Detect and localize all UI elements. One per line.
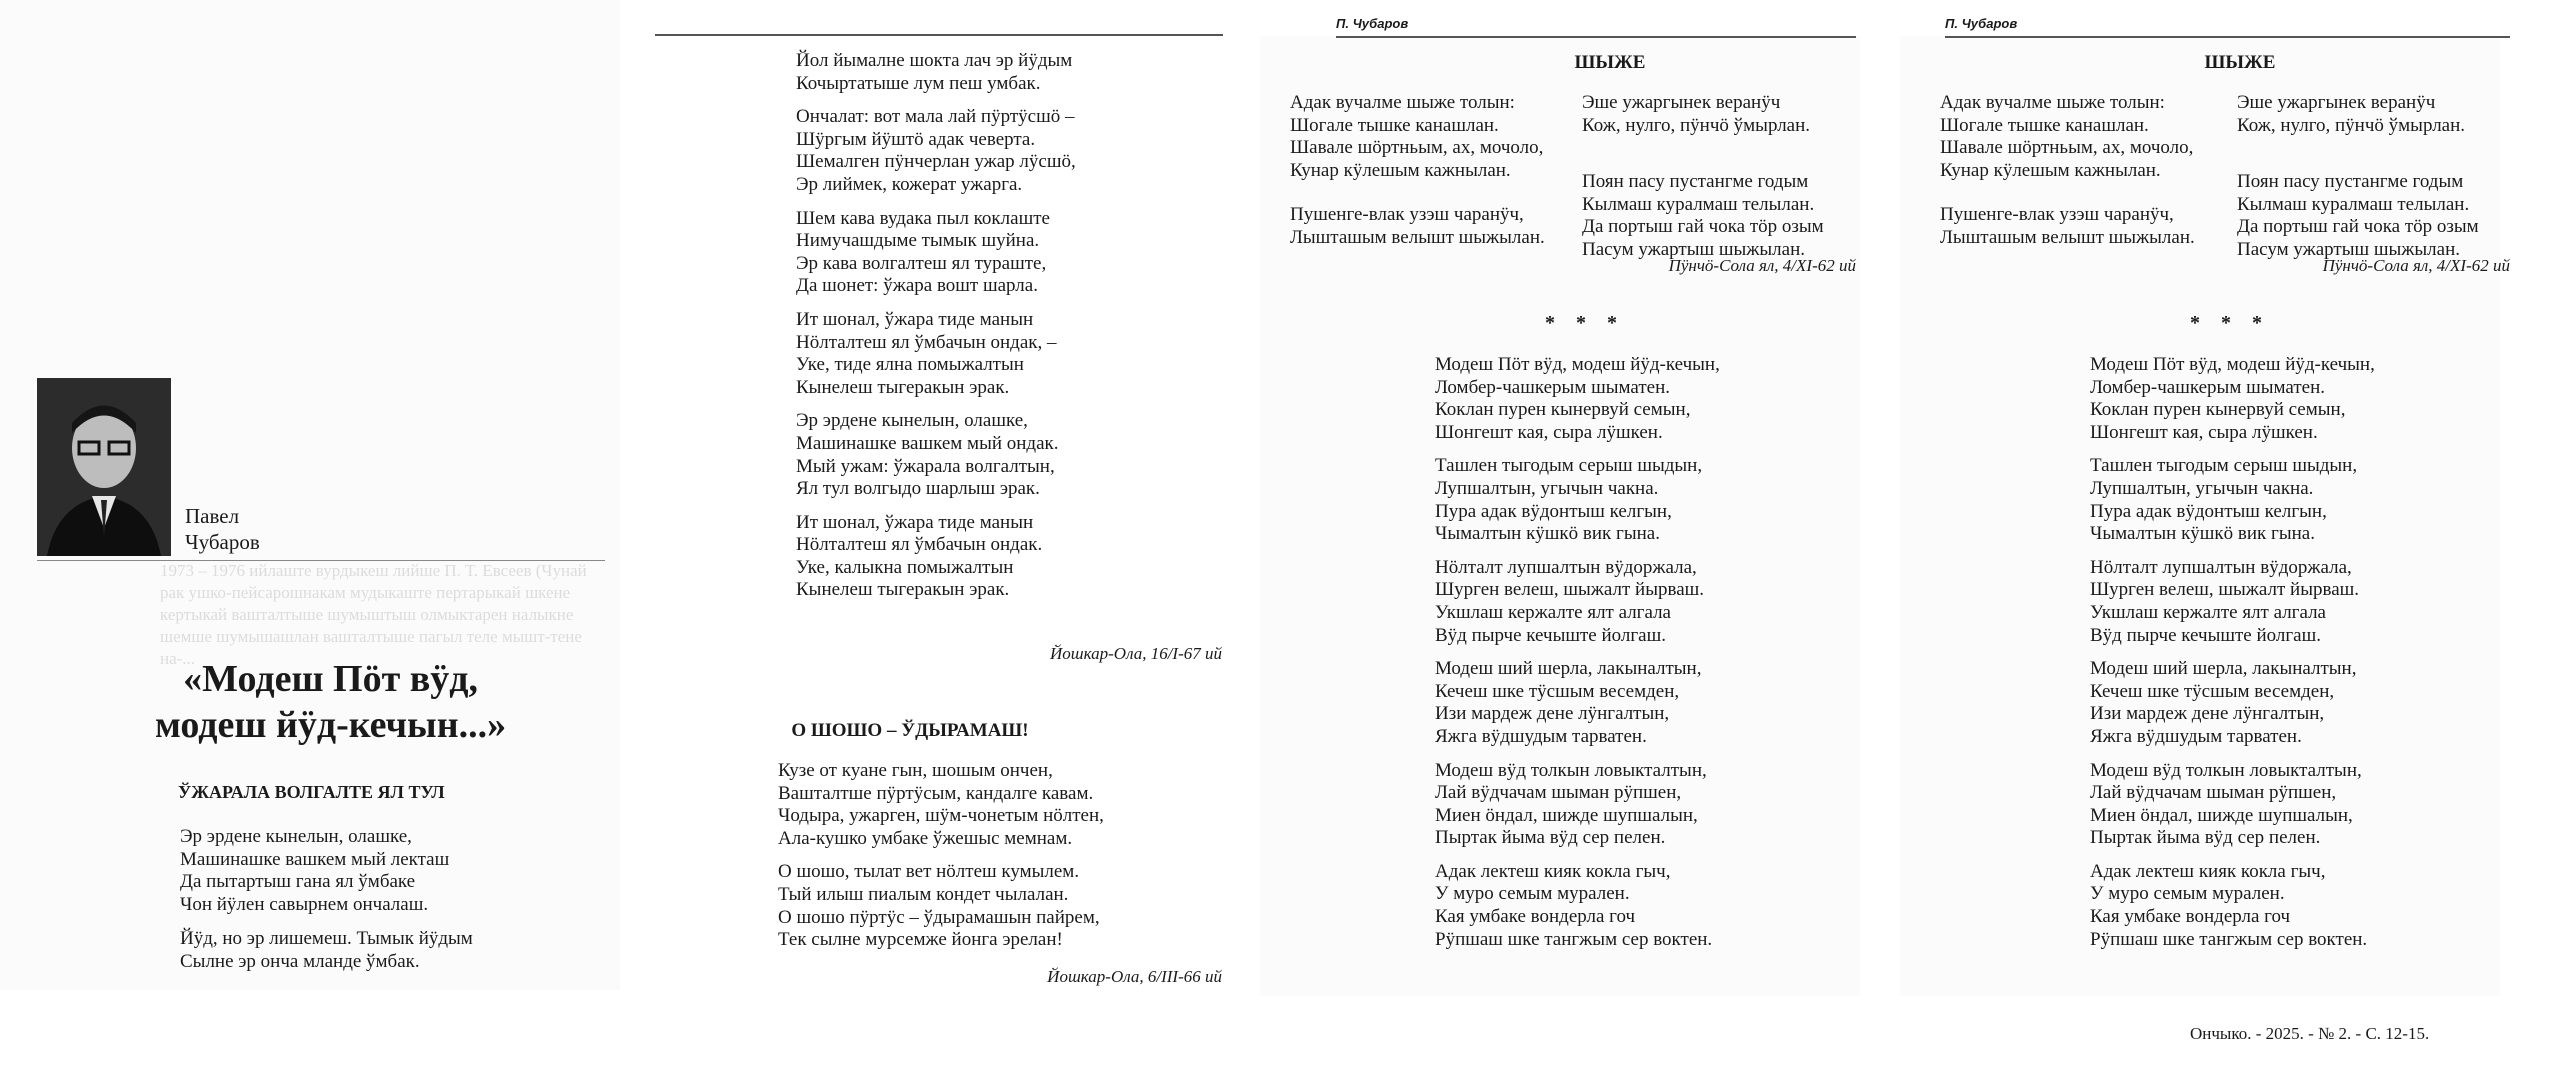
poem-line: Тый илыш пиалым кондет чылалан. [778, 883, 1069, 905]
poem-o-shosho-title: О ШОШО – ЎДЫРАМАШ! [791, 720, 1029, 741]
stanza [1435, 354, 1720, 444]
poem-line: Пыртак йыма вÿд сер пелен. [1435, 827, 1666, 849]
poem-line: Шавале шöртньым, ах, мочоло, [1290, 137, 1544, 159]
poem-line: Эше ужаргынек веранÿч [1582, 92, 1781, 113]
stanza [796, 309, 1076, 399]
poem-line: Коклан пурен кынервуй семын, [2090, 399, 2346, 421]
poem-line: Шонгешт кая, сыра лÿшкен. [1435, 421, 1663, 443]
poem-line: Модеш ший шерла, лакыналтын, [1435, 658, 1702, 680]
stanza [2090, 557, 2375, 647]
stanza [2237, 92, 2479, 137]
stanza [2090, 455, 2375, 545]
poem-line: Эр эрдене кынелын, олашке, [180, 826, 412, 847]
main-title-line-2: модеш йÿд-кечын...» [155, 704, 507, 746]
poem-line: Адак лектеш кияк кокла гыч, [1435, 860, 1671, 882]
stanza [180, 826, 473, 916]
stanza [1435, 557, 1720, 647]
poem-line: Тек сылне мурсемже йонга эрелан! [778, 929, 1063, 951]
poem-line: Чымалтын кÿшкö вик гына. [1435, 523, 1660, 545]
poem-line: Адак лектеш кияк кокла гыч, [2090, 860, 2326, 882]
poem-line: Нöлталт лупшалтын вÿдоржала, [1435, 556, 1697, 578]
poem-modesh-body [1435, 354, 1720, 962]
poem-line: Миен öндал, шижде шупшалын, [1435, 804, 1698, 826]
poem-shyzhe-right-column [2237, 92, 2479, 273]
poem-line: Пыртак йыма вÿд сер пелен. [2090, 827, 2321, 849]
poem-line: Шонгешт кая, сыра лÿшкен. [2090, 421, 2318, 443]
poem-line: Шавале шöртньым, ах, мочоло, [1940, 137, 2194, 159]
poem-line: Пасум ужартыш шыжылан. [2237, 238, 2460, 260]
stanza [1435, 455, 1720, 545]
poem-line: Вÿд пырче кечыште йолгаш. [1435, 624, 1666, 646]
stanza [1940, 92, 2195, 182]
poem-line: Нöлталтеш ял ўмбачын ондак, – [796, 331, 1057, 353]
poem-line: Да портыш гай чока тöр озым [2237, 216, 2479, 238]
stanza [2090, 760, 2375, 850]
poem-line: Рÿпшаш шке тангжым сер воктен. [1435, 928, 1713, 950]
poem-line: Йол йымалне шокта лач эр йÿдым [796, 50, 1073, 71]
poem-line: Кечеш шке тÿсшым весемден, [2090, 680, 2335, 702]
poem-line: Ташлен тыгодым серыш шыдын, [2090, 455, 2358, 477]
stanza [1940, 204, 2195, 249]
poem-line: Модеш Пöт вÿд, модеш йÿд-кечын, [1435, 354, 1720, 375]
poem-line: Кынелеш тыгеракын эрак. [796, 579, 1010, 601]
poem-line: Чымалтын кÿшкö вик гына. [2090, 523, 2315, 545]
poem-line: Изи мардеж дене лÿнгалтын, [2090, 703, 2325, 725]
poem-line: Модеш вÿд толкын ловыкталтын, [2090, 759, 2362, 781]
poem-line: Ташлен тыгодым серыш шыдын, [1435, 455, 1703, 477]
header-rule [1336, 36, 1856, 38]
poem-line: Лупшалтын, угычын чакна. [2090, 477, 2314, 499]
stanza [1290, 92, 1545, 182]
poem-line: Миен öндал, шижде шупшалын, [2090, 804, 2353, 826]
poem-line: Эр кава волгалтеш ял тураште, [796, 252, 1047, 274]
poem-line: Яжга вÿдшудым тарватен. [1435, 725, 1647, 747]
poem-line: Да пытартыш гана ял ўмбаке [180, 871, 416, 893]
running-head: П. Чубаров [1945, 16, 2018, 31]
poem-line: Да портыш гай чока тöр озым [1582, 216, 1824, 238]
poem-line: Шогале тышке канашлан. [1290, 114, 1499, 136]
poem-line: Ит шонал, ўжара тиде манын [796, 308, 1034, 330]
poem-line: Коклан пурен кынервуй семын, [1435, 399, 1691, 421]
poem-line: Уке, тиде ялна помыжалтын [796, 354, 1024, 376]
poem-line: Кылмаш куралмаш телылан. [1582, 193, 1815, 215]
stanza [1435, 760, 1720, 850]
poem-shyzhe-title: ШЫЖЕ [2204, 52, 2276, 73]
source-citation: Ончыко. - 2025. - № 2. - С. 12-15. [2190, 1024, 2430, 1043]
poem-line: Машинашке вашкем мый лекташ [180, 848, 450, 870]
poem-line: Нöлталтеш ял ўмбачын ондак. [796, 534, 1043, 556]
poem-line: Машинашке вашкем мый ондак. [796, 432, 1059, 454]
poem-line: Модеш вÿд толкын ловыкталтын, [1435, 759, 1707, 781]
author-photo [37, 378, 171, 556]
poem-line: Ала-кушко умбаке ўжешыс мемнам. [778, 827, 1073, 849]
poem-line: Ончалат: вот мала лай пÿртÿсшö – [796, 106, 1075, 128]
poem-line: Йÿд, но эр лишемеш. Тымык йÿдым [180, 928, 473, 950]
poem-line: Укшлаш кержалте ялт алгала [1435, 601, 1671, 623]
poem-line: Поян пасу пустангме годым [2237, 171, 2464, 193]
poem-line: Эше ужаргынек веранÿч [2237, 92, 2436, 113]
poem-line: Эр лиймек, кожерат ужарга. [796, 173, 1023, 195]
section-stars: * * * [2190, 312, 2270, 334]
poem-udzhara-right-column [796, 50, 1076, 613]
poem-shyzhe-place: Пÿнчö-Сола ял, 4/XI-62 ий [1668, 256, 1856, 275]
poem-line: Шогале тышке канашлан. [1940, 114, 2149, 136]
poem-line: Ломбер-чашкерым шыматен. [2090, 376, 2325, 398]
poem-line: Ит шонал, ўжара тиде манын [796, 511, 1034, 533]
poem-line: Рÿпшаш шке тангжым сер воктен. [2090, 928, 2368, 950]
poem-line: Вашталтше пÿртÿсым, кандалге кавам. [778, 782, 1094, 804]
poem-line: Кож, нулго, пÿнчö ўмырлан. [2237, 114, 2466, 136]
stanza [1435, 658, 1720, 748]
poem-line: Кынелеш тыгеракын эрак. [796, 376, 1010, 398]
poem-line: Вÿд пырче кечыште йолгаш. [2090, 624, 2321, 646]
poem-line: Пушенге-влак узэш чаранÿч, [1940, 204, 2174, 226]
stanza [1582, 171, 1824, 261]
stanza [796, 512, 1076, 602]
poem-line: Шурген велеш, шыжалт йырваш. [2090, 579, 2360, 601]
running-head: П. Чубаров [1336, 16, 1409, 31]
poem-line: Лай вÿдчачам шыман рÿпшен, [1435, 782, 1682, 804]
poem-line: О шошо пÿртÿс – ўдырамашын пайрем, [778, 906, 1100, 928]
poem-line: Сылне эр онча мланде ўмбак. [180, 950, 420, 972]
poem-line: Эр эрдене кынелын, олашке, [796, 410, 1028, 432]
stanza [1582, 92, 1824, 137]
stanza [180, 928, 473, 973]
stanza [778, 861, 1104, 951]
poem-line: Пура адак вÿдонтыш келгын, [1435, 500, 1672, 522]
poem-shyzhe-left-column [1940, 92, 2195, 261]
left-page-spread [0, 0, 1240, 1000]
poem-line: Лай вÿдчачам шыман рÿпшен, [2090, 782, 2337, 804]
poem-line: Адак вучалме шыже толын: [1940, 92, 2165, 113]
poem-line: Лышташым велышт шыжылан. [1290, 226, 1545, 248]
stanza [796, 208, 1076, 298]
bleed-through-text: 1973 – 1976 ийлаште вурдыкеш лийше П. Т. Евсеев (Чунай рак ушко-пейсарошнакам мудыкаште пертарыкай шкене кертыкай вашталтыше шумыштыш олмыктарен налыкне шемше шумышашлан вашталтыше пагыл теле мышт-тене на-... [160, 561, 587, 668]
poem-line: Да шонет: ўжара вошт шарла. [796, 275, 1038, 297]
poem-line: Поян пасу пустангме годым [1582, 171, 1809, 193]
stanza [796, 410, 1076, 500]
poem-shyzhe-right-column [1582, 92, 1824, 273]
poem-o-shosho-place: Йошкар-Ола, 6/III-66 ий [1047, 967, 1222, 986]
stanza [778, 760, 1104, 850]
stanza [1435, 861, 1720, 951]
header-rule [655, 34, 1223, 36]
main-title-line-1: «Модеш Пöт вÿд, [183, 658, 478, 700]
poem-line: Кузе от куане гын, шошым ончен, [778, 760, 1053, 781]
poem-line: Нöлталт лупшалтын вÿдоржала, [2090, 556, 2352, 578]
photo-rule [37, 560, 605, 561]
section-stars: * * * [1545, 312, 1625, 334]
stanza [2090, 354, 2375, 444]
poem-line: Кылмаш куралмаш телылан. [2237, 193, 2470, 215]
poem-line: Кунар кÿлешым кажнылан. [1290, 159, 1511, 181]
poem-line: Кочыртатыше лум пеш умбак. [796, 72, 1041, 94]
author-first-name: Павел [185, 504, 240, 528]
poem-line: Лышташым велышт шыжылан. [1940, 226, 2195, 248]
poem-line: Шÿргым йÿштö адак чеверта. [796, 128, 1036, 150]
poem-line: Уке, калыкна помыжалтын [796, 556, 1014, 578]
poem-line: Кечеш шке тÿсшым весемден, [1435, 680, 1680, 702]
poem-shyzhe-place: Пÿнчö-Сола ял, 4/XI-62 ий [2322, 256, 2510, 275]
poem-modesh-body [2090, 354, 2375, 962]
poem-shyzhe-left-column [1290, 92, 1545, 261]
poem-line: Кунар кÿлешым кажнылан. [1940, 159, 2161, 181]
stanza [1290, 204, 1545, 249]
poem-line: Модеш ший шерла, лакыналтын, [2090, 658, 2357, 680]
stanza [2237, 171, 2479, 261]
poem-line: Мый ужам: ўжарала волгалтын, [796, 455, 1055, 477]
author-last-name: Чубаров [185, 530, 260, 554]
poem-line: Нимучашдыме тымык шуйна. [796, 230, 1040, 252]
poem-line: Шем кава вудака пыл коклаште [796, 207, 1050, 229]
right-page-spread [1260, 0, 2560, 1000]
poem-line: Изи мардеж дене лÿнгалтын, [1435, 703, 1670, 725]
poem-line: Кая умбаке вондерла гоч [2090, 906, 2291, 928]
author-name [185, 503, 260, 555]
poem-line: Ломбер-чашкерым шыматен. [1435, 376, 1670, 398]
poem-line: Адак вучалме шыже толын: [1290, 92, 1515, 113]
main-title [155, 656, 506, 748]
poem-udzhara-left-column [180, 826, 473, 985]
poem-line: Пушенге-влак узэш чаранÿч, [1290, 204, 1524, 226]
stanza [2090, 861, 2375, 951]
poem-udzhara-place: Йошкар-Ола, 16/I-67 ий [1050, 644, 1222, 663]
poem-line: Лупшалтын, угычын чакна. [1435, 477, 1659, 499]
header-rule [1945, 36, 2510, 38]
poem-line: Яжга вÿдшудым тарватен. [2090, 725, 2302, 747]
poem-line: Модеш Пöт вÿд, модеш йÿд-кечын, [2090, 354, 2375, 375]
poem-line: У муро семым мурален. [1435, 883, 1630, 905]
poem-line: Пура адак вÿдонтыш келгын, [2090, 500, 2327, 522]
poem-line: Шемалген пÿнчерлан ужар лÿсшö, [796, 151, 1076, 173]
poem-line: Кож, нулго, пÿнчö ўмырлан. [1582, 114, 1811, 136]
poem-shyzhe-title: ШЫЖЕ [1574, 52, 1646, 73]
poem-line: Кая умбаке вондерла гоч [1435, 906, 1636, 928]
poem-line: Ял тул волгыдо шарлыш эрак. [796, 478, 1040, 500]
poem-o-shosho-body [778, 760, 1104, 963]
poem-line: Пасум ужартыш шыжылан. [1582, 238, 1805, 260]
stanza [2090, 658, 2375, 748]
stanza [796, 50, 1076, 95]
poem-line: У муро семым мурален. [2090, 883, 2285, 905]
stanza [796, 106, 1076, 196]
poem-line: О шошо, тылат вет нöлтеш кумылем. [778, 861, 1080, 883]
poem-line: Чон йÿлен савырнем ончалаш. [180, 893, 429, 915]
poem-line: Шурген велеш, шыжалт йырваш. [1435, 579, 1705, 601]
poem-udzhara-title: ЎЖАРАЛА ВОЛГАЛТЕ ЯЛ ТУЛ [178, 782, 445, 802]
poem-line: Укшлаш кержалте ялт алгала [2090, 601, 2326, 623]
poem-line: Чодыра, ужарген, шÿм-чонетым нöлтен, [778, 805, 1104, 827]
